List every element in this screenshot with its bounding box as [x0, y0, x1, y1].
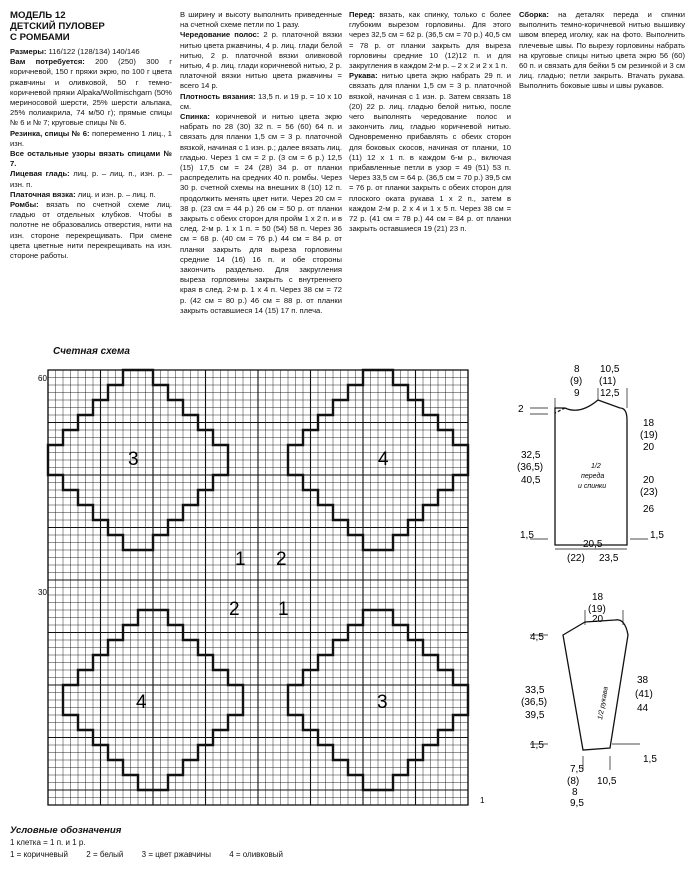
sp-bottom-left-4: 9,5 [570, 798, 584, 809]
bp-right-top-3: 20 [643, 442, 655, 453]
bp-top-left-1: 8 [574, 364, 580, 375]
legend-color-3: 3 = цвет ржавчины [141, 850, 211, 859]
rhombs-paragraph-2: В ширину и высоту выполнить приведенные на счетной схеме петли по 1 разу. [180, 10, 342, 30]
bp-left-3: 40,5 [521, 475, 541, 486]
bp-right-bot-3: 26 [643, 504, 655, 515]
body-pattern-diagram [517, 364, 664, 564]
stripe-number-1b: 1 [278, 599, 289, 620]
bp-top-left-2: (9) [570, 376, 583, 387]
other-needles-paragraph: Все остальные узоры вязать спицами № 7. [10, 149, 172, 169]
column-4 [519, 10, 685, 92]
materials-paragraph: Вам потребуется: 200 (250) 300 г коричневой, 150 г пряжи экрю, по 100 г цвета ржавчины и оливковой, 50 г темно-коричневой пряжи Alpaka/Wollmischgarn (50% мериносовой шерсти, 25% шерсти альпака, 25% полиакрила, 74 м/50 г); прямые спицы № 6 и № 7; круговые спицы № 6. [10, 57, 172, 128]
sp-bottom-right: 10,5 [597, 776, 617, 787]
front-paragraph: Перед: вязать, как спинку, только с более глубоким вырезом горловины. Для этого через 32,5 см = 62 р. (36,5 см = 70 р.) 40,5 см = 78 р. от планки закрыть для выреза горловины средние 10 (12)12 п. и для закругления в каждом 2-м р. – 2 х 2 и 2 х 1 п. [349, 10, 511, 71]
rhomb-bottom-left [63, 610, 243, 790]
bp-bottom-1: 20,5 [583, 539, 603, 550]
grid-border [48, 370, 468, 805]
bp-bottom-3: 23,5 [599, 553, 619, 564]
bp-right-top-2: (19) [640, 430, 658, 441]
legend-color-1: 1 = коричневый [10, 850, 69, 859]
rhomb-bottom-right [288, 610, 468, 790]
stripe-number-1a: 1 [235, 549, 246, 570]
sp-one-half-right: 1,5 [643, 754, 657, 765]
rib-paragraph: Резинка, спицы № 6: попеременно 1 лиц., 1 изн. [10, 128, 172, 148]
chart-rhombs [48, 370, 468, 790]
sp-inside: 1/2 рукава [597, 686, 610, 721]
sp-left-1: 33,5 [525, 685, 545, 696]
sp-bottom-left-1: 7,5 [570, 764, 584, 775]
bp-top-left-3: 9 [574, 388, 580, 399]
rhomb-number-3-top: 3 [128, 449, 139, 470]
sp-side-top: 4,5 [530, 632, 544, 643]
sleeves-paragraph: Рукава: нитью цвета экрю набрать 29 п. и связать для планки 1,5 см = 3 р. платочной вязкой, начиная с 1 изн. р. Затем связать 18 (20) 22 р. лиц. гладью белой нитью, после чего выполнять чередование полос и закончить лиц. гладью коричневой нитью. Одновременно прибавлять с обеих сторон для боковых скосов, начиная от планки, 10 (11) 12 х 1 п. в каждом 6-м р., включая прибавленные петли в узор = 49 (51) 53 п. Через 33,5 см = 64 р. (36,5 см = 70 р.) 39,5 см = 76 р. от планки закрыть с обеих сторон для плоского оката рукава 1 х 2 п., затем в каждом 2-м р. 2 х 4 и 1 х 5 п. Через 38 см = 72 р. (41 см = 78 р.) 44 см = 84 р. от планки закрыть оставшиеся 19 (21) 23 п. [349, 71, 511, 234]
sp-top-2: (19) [588, 604, 606, 615]
column-2 [180, 10, 342, 316]
garter-paragraph: Платочная вязка: лиц. и изн. р. – лиц. п. [10, 189, 156, 199]
schema-title: Счетная схема [53, 346, 130, 357]
assembly-paragraph: Сборка: на деталях переда и спинки выполнить темно-коричневой нитью вышивку швом вперед иголку, как на фото. Выполнить плечевые швы. По вырезу горловины набрать на круговые спицы нитью цвета экрю 56 (60) 60 п. и связать для бейки 5 см резинкой и 3 см лиц. гладью; петли закрыть. Втачать рукава. Выполнить боковые швы и швы рукавов. [519, 10, 685, 91]
bp-one-half-left: 1,5 [520, 530, 534, 541]
sleeve-pattern-diagram [521, 592, 657, 809]
legend-colors [10, 849, 299, 861]
sp-left-2: (36,5) [521, 697, 548, 708]
rhombs-paragraph: Ромбы: вязать по счетной схеме лиц. гладью от отдельных клубков. Чтобы в полотне не образовались отверстия, нити на изн. стороне перекрещивать. При смене цвета цветные нити перекрещивать на изн. стороне работы. [10, 200, 172, 261]
bp-right-bot-2: (23) [640, 487, 658, 498]
back-paragraph: Спинка: коричневой и нитью цвета экрю набрать по 28 (30) 32 п. = 56 (60) 64 п. и связать для планки 1,5 см = 3 р. платочной вязкой, начиная с 1 изн. р.; далее вязать лиц. гладью. Через 1 см = 2 р. (3 см = 6 р.) 12,5 (15) 17,5 см = 24 (28) 34 р. от планки распределить на средних 40 п. ромбы. Через 30 р. счетной схемы на внешних 8 (10) 12 п. продолжить менять цвет нити. Через 20 см = 38 р. (23 см = 44 р.) 26 см = 50 р. от планки закрыть с обеих сторон для пройм 1 х 2 п. и в след. 2-м р. 1 х 1 п. = 50 (54) 58 п. Через 36 см = 68 р. (40 см = 76 р.) 44 см = 84 р. от планки закрыть для выреза горловины средние 14 (16) 16 п. и обе стороны закончить раздельно. Для закругления выреза горловины закрыть с внутреннего края в след. 2-м р. 1 х 4 п. Через 38 см = 72 р. (42 см = 80 р.) 46 см = 88 р. от планки закрыть оставшиеся 14 (15) 17 п. плеча. [180, 112, 342, 315]
sizes-paragraph: Размеры: 116/122 (128/134) 140/146 [10, 47, 140, 56]
rhomb-top-left [48, 370, 228, 550]
rhomb-top-right [288, 370, 468, 550]
sp-bottom-left-2: (8) [567, 776, 580, 787]
bp-right-bot-1: 20 [643, 475, 655, 486]
bp-inside-2: переда [581, 473, 605, 480]
col-label-1: 1 [480, 796, 485, 805]
rhomb-number-4-bottom: 4 [136, 692, 147, 713]
article-title: МОДЕЛЬ 12 ДЕТСКИЙ ПУЛОВЕР С РОМБАМИ [10, 10, 105, 43]
stripes-paragraph: Чередование полос: 2 р. платочной вязки нитью цвета ржавчины, 4 р. лиц. глади белой нитью, 2 р. платочной вязки оливковой нитью, 4 р. лиц. глади коричневой нитью, 2 р. платочной вязки нитью цвета ржавчины = всего 14 р. [180, 30, 342, 91]
rhomb-number-3-bottom: 3 [377, 692, 388, 713]
sp-bottom-left-3: 8 [572, 787, 578, 798]
bp-left-2: (36,5) [517, 462, 544, 473]
stripe-number-2b: 2 [229, 599, 240, 620]
row-label-60: 60 [38, 374, 47, 383]
row-label-30: 30 [38, 588, 47, 597]
bp-two: 2 [518, 404, 524, 415]
sp-top-1: 18 [592, 592, 604, 603]
sp-right-2: (41) [635, 689, 653, 700]
sp-one-half-left: 1,5 [530, 740, 544, 751]
legend-title: Условные обозначения [10, 825, 122, 836]
legend-cell: 1 клетка = 1 п. и 1 р. [10, 838, 86, 847]
bp-inside-3: и спинки [578, 483, 607, 490]
bp-one-half-right: 1,5 [650, 530, 664, 541]
column-3 [349, 10, 511, 234]
chart-grid [48, 370, 468, 805]
bp-inside-1: 1/2 [591, 463, 601, 470]
legend [10, 825, 299, 861]
stripe-number-2a: 2 [276, 549, 287, 570]
bp-right-top-1: 18 [643, 418, 655, 429]
stockinette-paragraph: Лицевая гладь: лиц. р. – лиц. п., изн. р. – изн. п. [10, 169, 172, 189]
rhomb-number-4-top: 4 [378, 449, 389, 470]
sp-right-3: 44 [637, 703, 649, 714]
sp-right-1: 38 [637, 675, 649, 686]
bp-top-right-1: 10,5 [600, 364, 620, 375]
legend-color-2: 2 = белый [86, 850, 124, 859]
sp-left-3: 39,5 [525, 710, 545, 721]
sp-top-3: 20 [592, 614, 604, 625]
column-1 [10, 10, 172, 261]
legend-color-4: 4 = оливковый [229, 850, 283, 859]
bp-top-right-3: 12,5 [600, 388, 620, 399]
bp-left-1: 32,5 [521, 450, 541, 461]
bp-top-right-2: (11) [599, 376, 617, 387]
density-paragraph: Плотность вязания: 13,5 п. и 19 р. = 10 х 10 см. [180, 91, 342, 111]
bp-bottom-2: (22) [567, 553, 585, 564]
